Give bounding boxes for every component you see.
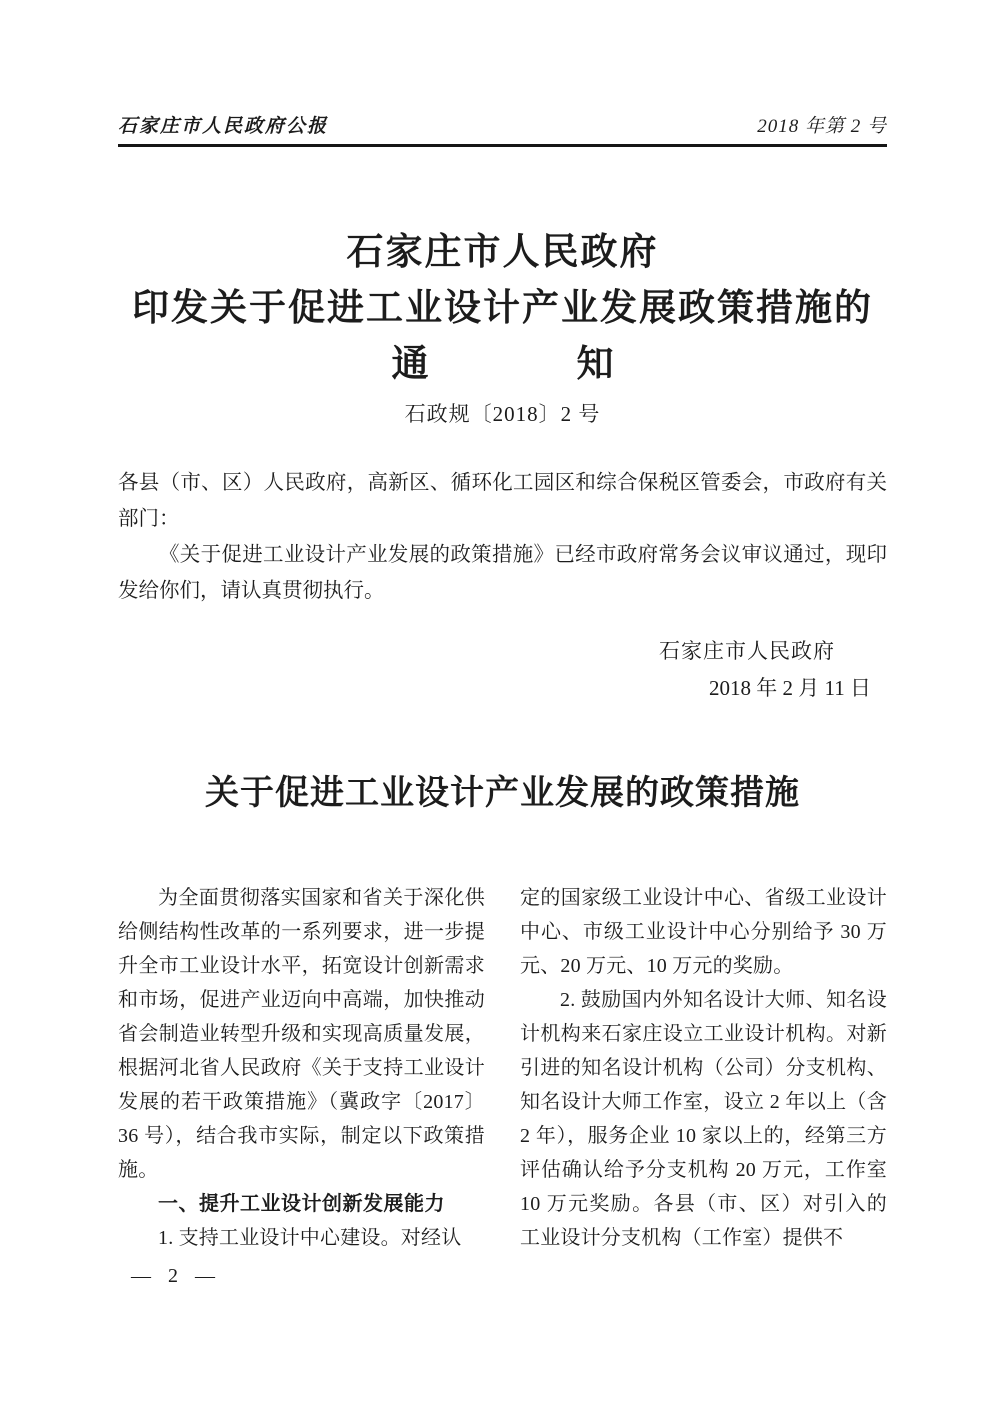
page-number: — 2 — (131, 1265, 217, 1287)
salutation: 各县（市、区）人民政府，高新区、循环化工园区和综合保税区管委会，市政府有关部门： (118, 472, 887, 530)
policy-intro-paragraph: 为全面贯彻落实国家和省关于深化供给侧结构性改革的一系列要求，进一步提升全市工业设计水平，拓宽设计创新需求和市场，促进产业迈向中高端，加快推动省会制造业转型升级和实现高质量发展，根据河北省人民政府《关于支持工业设计发展的若干政策措施》（冀政字〔2017〕36 号），结合我市实际，制定以下政策措施。 (118, 887, 485, 1181)
policy-title: 关于促进工业设计产业发展的政策措施 (205, 775, 800, 812)
notice-letter (118, 465, 887, 609)
notice-title-line1: 石家庄市人民政府 (346, 232, 659, 273)
notice-section (118, 225, 887, 707)
gazette-title: 石家庄市人民政府公报 (118, 116, 329, 137)
notice-title (118, 225, 887, 393)
policy-item-1-paragraph: 1. 支持工业设计中心建设。对经认 (158, 1227, 462, 1249)
doc-number: 石政规〔2018〕2 号 (404, 402, 601, 426)
policy-section (118, 771, 887, 1255)
right-column (520, 881, 887, 1255)
notice-body-paragraph: 《关于促进工业设计产业发展的政策措施》已经市政府常务会议审议通过，现印发给你们，请认真贯彻执行。 (118, 544, 887, 602)
notice-title-char-tong: 通 (391, 344, 429, 385)
signature-date: 2018 年 2 月 11 日 (709, 676, 871, 700)
left-column (118, 881, 485, 1255)
notice-title-line3 (118, 337, 887, 393)
policy-item-1-continued: 定的国家级工业设计中心、省级工业设计中心、市级工业设计中心分别给予 30 万元、20 万元、10 万元的奖励。 (520, 887, 887, 977)
section-heading-1: 一、提升工业设计创新发展能力 (158, 1193, 445, 1215)
issue-label: 2018 年第 2 号 (757, 116, 887, 137)
signature-block (118, 633, 887, 707)
notice-title-line2: 印发关于促进工业设计产业发展政策措施的 (132, 288, 873, 329)
signature-name: 石家庄市人民政府 (659, 639, 835, 663)
page-header (118, 0, 887, 147)
two-column-body (118, 881, 887, 1255)
policy-item-2-paragraph: 2. 鼓励国内外知名设计大师、知名设计机构来石家庄设立工业设计机构。对新引进的知名设计机构（公司）分支机构、知名设计大师工作室，设立 2 年以上（含 2 年），服务企业 10 家以上的，经第三方评估确认给予分支机构 20 万元，工作室 10 万元奖励。各县（市、区）对引入的工业设计分支机构（工作室）提供不 (520, 989, 887, 1249)
notice-title-char-zhi: 知 (576, 344, 614, 385)
